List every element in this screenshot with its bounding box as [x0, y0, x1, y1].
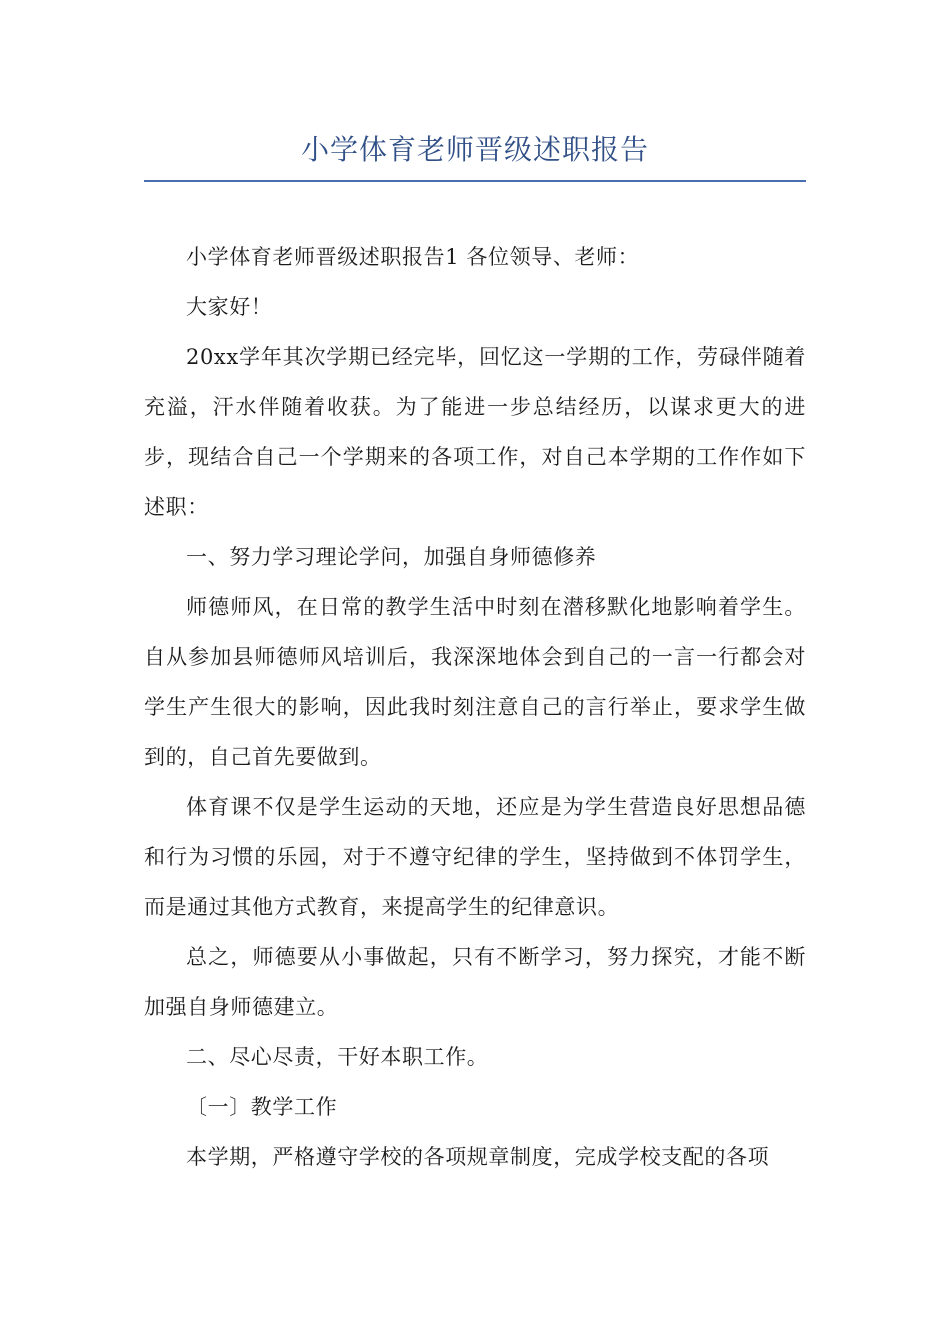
paragraph-pe-class: 体育课不仅是学生运动的天地，还应是为学生营造良好思想品德和行为习惯的乐园，对于不遵守纪律的学生，坚持做到不体罚学生，而是通过其他方式教育，来提高学生的纪律意识。 [144, 795, 806, 919]
section-heading-2: 二、尽心尽责，干好本职工作。 [186, 1045, 489, 1069]
title-underline [144, 180, 806, 182]
section-heading-1: 一、努力学习理论学问，加强自身师德修养 [186, 545, 597, 569]
document-title: 小学体育老师晋级述职报告 [300, 133, 649, 166]
document-body [144, 232, 806, 1182]
subsection-heading-teaching: 〔一〕教学工作 [186, 1095, 338, 1119]
paragraph-teaching: 本学期，严格遵守学校的各项规章制度，完成学校支配的各项 [186, 1145, 770, 1169]
paragraph-salutation: 大家好！ [186, 295, 273, 319]
paragraph-summary: 总之，师德要从小事做起，只有不断学习，努力探究，才能不断加强自身师德建立。 [144, 945, 806, 1019]
paragraph-intro: 20xx学年其次学期已经完毕，回忆这一学期的工作，劳碌伴随着充溢，汗水伴随着收获。为了能进一步总结经历，以谋求更大的进步，现结合自己一个学期来的各项工作，对自己本学期的工作作如下述职： [144, 345, 806, 519]
paragraph-ethics: 师德师风，在日常的教学生活中时刻在潜移默化地影响着学生。自从参加县师德师风培训后，我深深地体会到自己的一言一行都会对学生产生很大的影响，因此我时刻注意自己的言行举止，要求学生做到的，自己首先要做到。 [144, 595, 806, 769]
paragraph-heading-greeting: 小学体育老师晋级述职报告1 各位领导、老师： [186, 245, 640, 269]
